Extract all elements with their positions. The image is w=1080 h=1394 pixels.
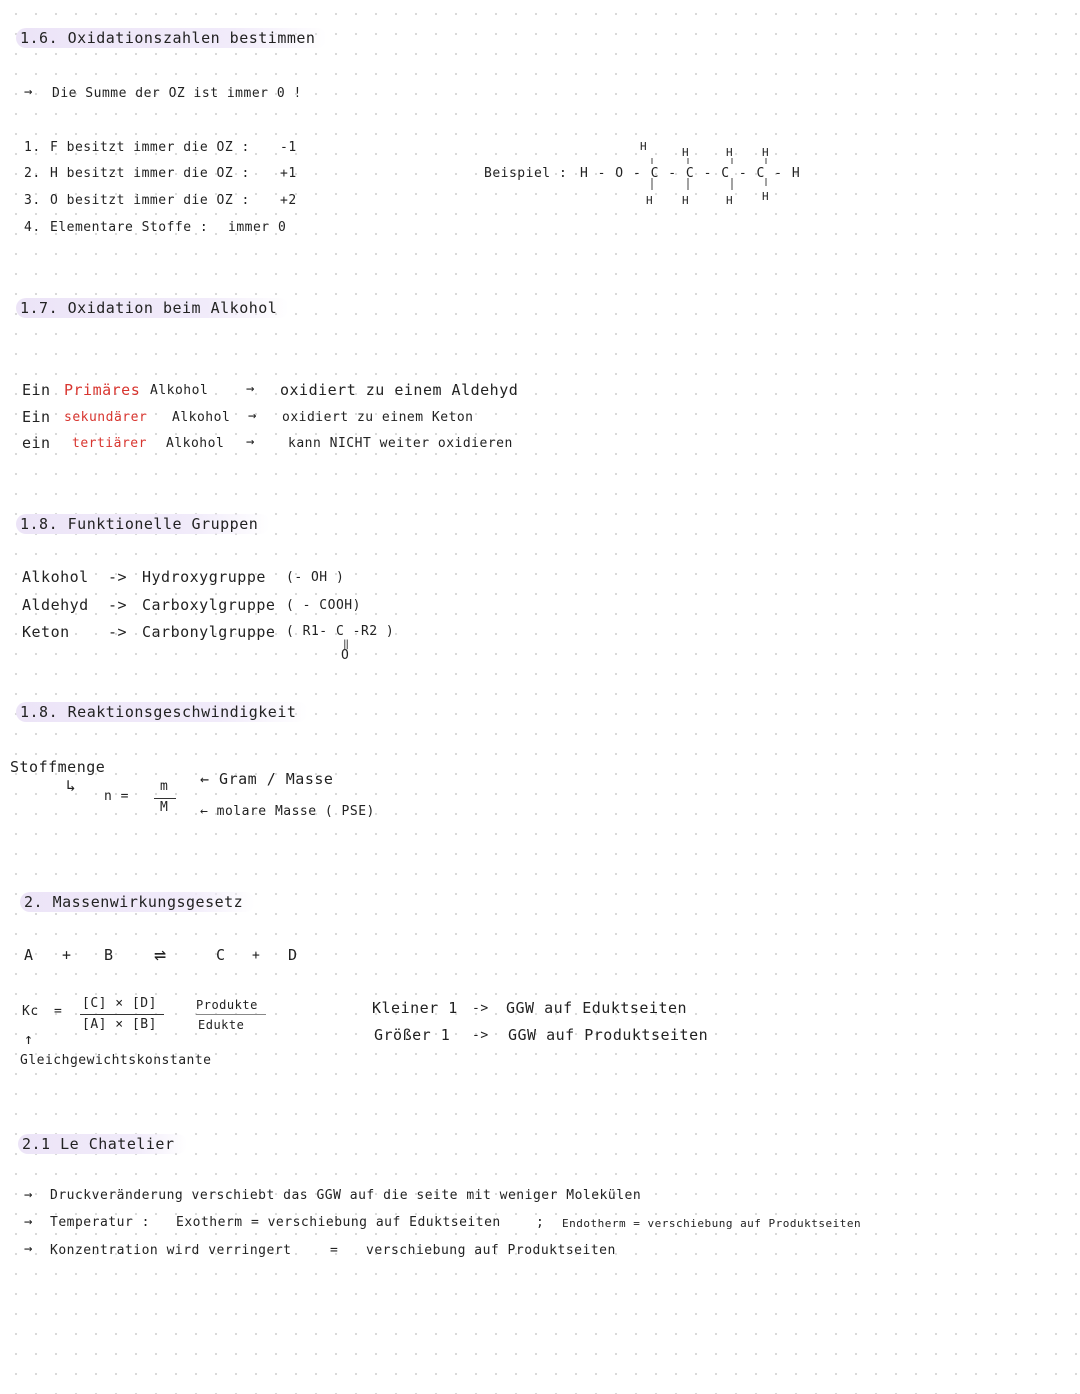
oxidation-result: kann NICHT weiter oxidieren bbox=[288, 436, 513, 451]
reactant-a: A bbox=[24, 946, 34, 964]
group-formula: (- OH ) bbox=[286, 570, 345, 585]
arrow-icon: → bbox=[248, 408, 257, 424]
rule-text: H besitzt immer die OZ : bbox=[50, 166, 250, 181]
alcohol-type: sekundärer bbox=[64, 410, 148, 425]
oxidation-result: oxidiert zu einem Aldehyd bbox=[280, 381, 519, 399]
arrow-icon: → bbox=[24, 1187, 33, 1203]
section-title-massenwirkungsgesetz: 2. Massenwirkungsgesetz bbox=[20, 892, 255, 912]
arrow-icon: -> bbox=[472, 1001, 489, 1016]
h-atom: H bbox=[682, 146, 689, 159]
concentration-result: verschiebung auf Produktseiten bbox=[366, 1243, 616, 1258]
rule-num: 3. bbox=[24, 193, 41, 208]
n-equation: n = bbox=[104, 789, 129, 804]
alcohol-type: Primäres bbox=[64, 381, 141, 399]
up-arrow-icon: ↑ bbox=[24, 1030, 34, 1048]
group-name: Carboxylgruppe bbox=[142, 596, 276, 614]
rule-num: 4. bbox=[24, 220, 41, 235]
row-start: Ein bbox=[22, 408, 51, 426]
h-atom: H bbox=[646, 194, 653, 207]
concentration-text: Konzentration wird verringert bbox=[50, 1243, 292, 1258]
rule-value: +1 bbox=[280, 166, 297, 181]
reactant-b: B bbox=[104, 946, 114, 964]
fraction-numerator: m bbox=[160, 779, 169, 794]
alcohol-word: Alkohol bbox=[150, 383, 209, 398]
oxidation-result: oxidiert zu einem Keton bbox=[282, 410, 474, 425]
bond-lines bbox=[640, 150, 780, 200]
molar-mass-note: ← molare Masse ( PSE) bbox=[200, 804, 375, 819]
rule-num: 2. bbox=[24, 166, 41, 181]
fraction-line bbox=[80, 1014, 164, 1015]
compound: Aldehyd bbox=[22, 596, 89, 614]
arrow-icon: -> bbox=[108, 623, 128, 641]
arrow-icon: → bbox=[246, 434, 255, 450]
group-name: Carbonylgruppe bbox=[142, 623, 276, 641]
sum-rule: Die Summe der OZ ist immer 0 ! bbox=[52, 86, 302, 101]
section-title-funktionelle-gruppen: 1.8. Funktionelle Gruppen bbox=[16, 514, 270, 534]
rule-text: F besitzt immer die OZ : bbox=[50, 140, 250, 155]
arrow-icon: -> bbox=[108, 596, 128, 614]
exotherm-text: Exotherm = verschiebung auf Eduktseiten bbox=[176, 1215, 501, 1230]
hook-arrow-icon: ↳ bbox=[66, 776, 76, 795]
comparison-result: GGW auf Eduktseiten bbox=[506, 999, 688, 1017]
equilibrium-arrow-icon: ⇌ bbox=[154, 942, 167, 966]
mass-note: ← Gram / Masse bbox=[200, 770, 334, 788]
row-start: ein bbox=[22, 434, 51, 452]
group-formula: ( - COOH) bbox=[286, 598, 361, 613]
plus-sign: + bbox=[62, 946, 72, 964]
rule-value: -1 bbox=[280, 140, 297, 155]
double-bond-icon: ‖ bbox=[343, 639, 350, 650]
carbonyl-oxygen: O bbox=[341, 648, 350, 663]
fraction-line bbox=[196, 1014, 266, 1015]
kc-denominator: [A] × [B] bbox=[82, 1017, 157, 1032]
h-atom: H bbox=[762, 190, 769, 203]
structural-formula: H - O - C - C - C - C - H bbox=[580, 166, 801, 181]
arrow-icon: → bbox=[24, 84, 33, 100]
kc-symbol: Kc bbox=[22, 1004, 39, 1019]
plus-sign: + bbox=[252, 948, 261, 963]
alcohol-type: tertiärer bbox=[72, 436, 147, 451]
fraction-denominator: M bbox=[160, 800, 169, 815]
rule-text: Elementare Stoffe : bbox=[50, 220, 209, 235]
compound: Keton bbox=[22, 623, 70, 641]
arrow-icon: -> bbox=[472, 1028, 489, 1043]
arrow-icon: → bbox=[24, 1241, 33, 1257]
kc-numerator: [C] × [D] bbox=[82, 996, 157, 1011]
example-label: Beispiel : bbox=[484, 166, 568, 181]
section-title-oxidation-alkohol: 1.7. Oxidation beim Alkohol bbox=[16, 298, 289, 318]
equals-sign: = bbox=[330, 1243, 339, 1258]
h-atom: H bbox=[682, 194, 689, 207]
product-d: D bbox=[288, 946, 298, 964]
section-title-reaktionsgeschwindigkeit: 1.8. Reaktionsgeschwindigkeit bbox=[16, 702, 308, 722]
fraction-line bbox=[154, 798, 176, 799]
gleichgewichtskonstante-label: Gleichgewichtskonstante bbox=[20, 1053, 212, 1068]
comparison-kleiner: Kleiner 1 bbox=[372, 999, 458, 1017]
temperature-label: Temperatur : bbox=[50, 1215, 150, 1230]
rule-num: 1. bbox=[24, 140, 41, 155]
row-start: Ein bbox=[22, 381, 51, 399]
h-atom: H bbox=[726, 194, 733, 207]
edukte-label: Edukte bbox=[198, 1018, 245, 1032]
rule-value: +2 bbox=[280, 193, 297, 208]
alcohol-word: Alkohol bbox=[172, 410, 231, 425]
h-atom: H bbox=[726, 146, 733, 159]
compound: Alkohol bbox=[22, 568, 89, 586]
equals-sign: = bbox=[54, 1004, 63, 1019]
rule-text: O besitzt immer die OZ : bbox=[50, 193, 250, 208]
separator: ; bbox=[536, 1215, 545, 1230]
group-name: Hydroxygruppe bbox=[142, 568, 266, 586]
group-formula: ( R1- C -R2 ) bbox=[286, 624, 395, 639]
section-title-le-chatelier: 2.1 Le Chatelier bbox=[18, 1134, 187, 1154]
chatelier-pressure: Druckveränderung verschiebt das GGW auf die seite mit weniger Molekülen bbox=[50, 1188, 642, 1203]
products-label: Produkte bbox=[196, 998, 258, 1012]
section-title-oxidationszahlen: 1.6. Oxidationszahlen bestimmen bbox=[16, 28, 327, 48]
product-c: C bbox=[216, 946, 226, 964]
arrow-icon: → bbox=[24, 1214, 33, 1230]
comparison-groesser: Größer 1 bbox=[374, 1026, 451, 1044]
arrow-icon: → bbox=[246, 381, 255, 397]
h-atom: H bbox=[640, 140, 647, 153]
arrow-icon: -> bbox=[108, 568, 128, 586]
rule-value: immer 0 bbox=[228, 220, 287, 235]
stoffmenge-label: Stoffmenge bbox=[10, 758, 106, 776]
comparison-result: GGW auf Produktseiten bbox=[508, 1026, 709, 1044]
h-atom: H bbox=[762, 146, 769, 159]
alcohol-word: Alkohol bbox=[166, 436, 225, 451]
endotherm-text: Endotherm = verschiebung auf Produktseiten bbox=[562, 1217, 862, 1230]
